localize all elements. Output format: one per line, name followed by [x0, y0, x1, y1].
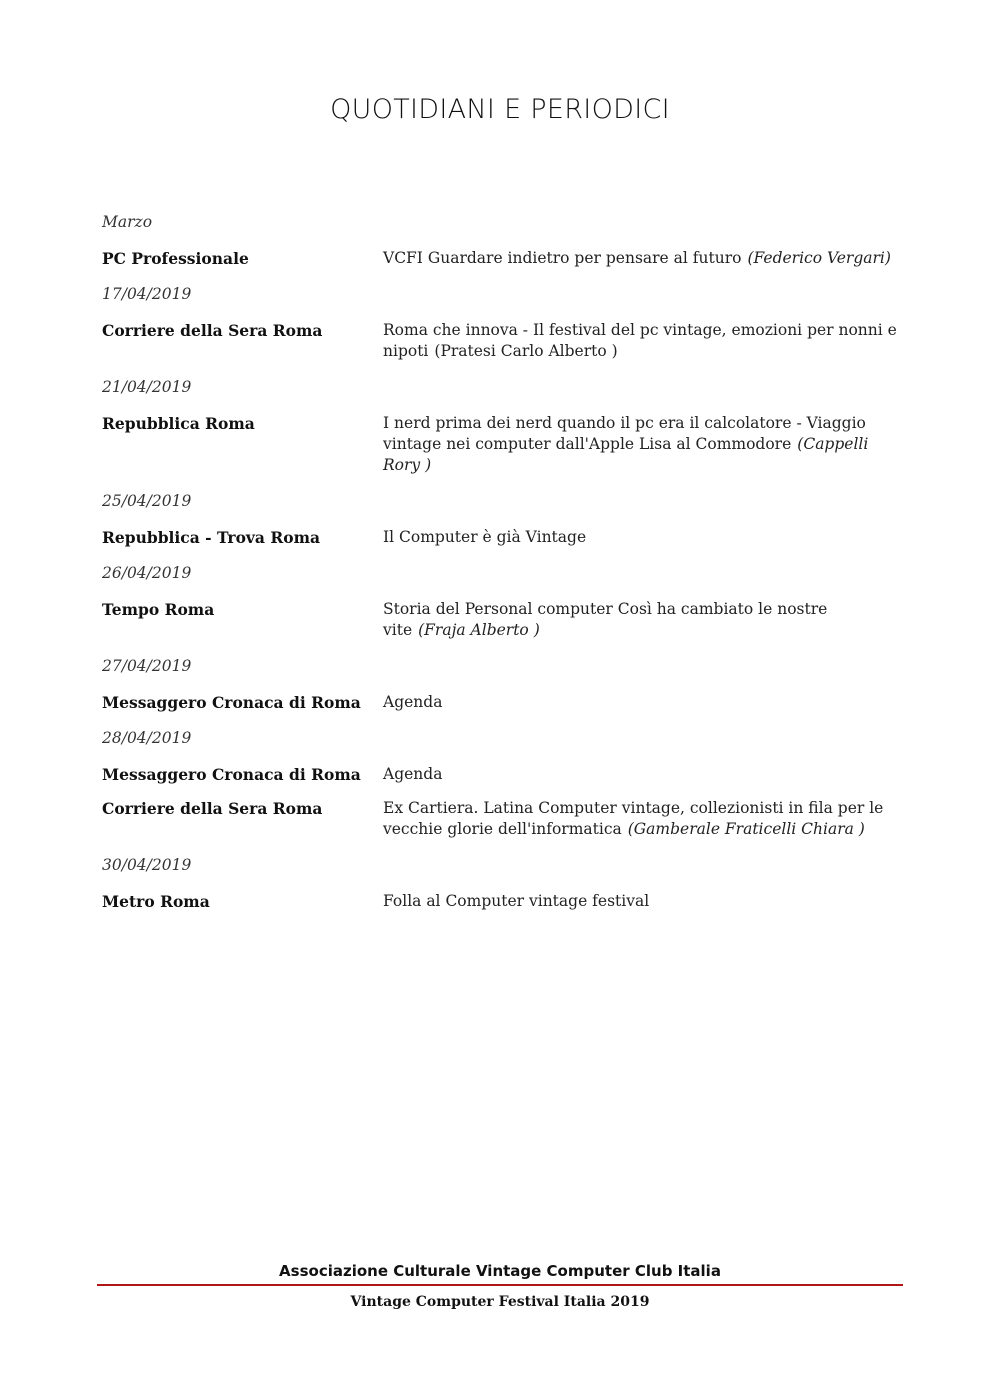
publication-name: Corriere della Sera Roma	[102, 321, 323, 340]
article-author: (Cappelli Rory )	[383, 435, 869, 474]
footer-organization: Associazione Culturale Vintage Computer Club Italia	[279, 1262, 721, 1280]
date-heading: 30/04/2019	[102, 856, 192, 874]
press-entry	[102, 692, 902, 713]
article-headline-cell	[383, 692, 902, 713]
article-headline-cell	[383, 413, 902, 476]
article-headline-cell	[383, 798, 902, 840]
footer-divider	[97, 1284, 903, 1286]
press-entry	[102, 599, 902, 641]
date-heading: 17/04/2019	[102, 285, 192, 303]
press-entry	[102, 248, 902, 269]
date-heading: 26/04/2019	[102, 564, 192, 582]
article-title: Agenda	[383, 693, 443, 711]
article-headline-cell	[383, 320, 902, 362]
press-entry	[102, 413, 902, 476]
press-entry	[102, 527, 902, 548]
date-heading: Marzo	[102, 213, 153, 231]
article-headline-cell	[383, 764, 902, 785]
footer-event: Vintage Computer Festival Italia 2019	[350, 1294, 650, 1310]
article-title: Agenda	[383, 765, 443, 783]
press-entry	[102, 320, 902, 362]
article-title: I nerd prima dei nerd quando il pc era il calcolatore - Viaggio vintage nei computer dall'Apple Lisa al Commodore	[383, 414, 866, 453]
article-author: (Federico Vergari)	[747, 249, 891, 267]
publication-name: Messaggero Cronaca di Roma	[102, 693, 361, 712]
article-author: (Pratesi Carlo Alberto )	[434, 342, 618, 360]
article-headline-cell	[383, 891, 902, 912]
publication-name: PC Professionale	[102, 249, 249, 268]
publication-name: Metro Roma	[102, 892, 210, 911]
press-entry	[102, 764, 902, 785]
article-title: Il Computer è già Vintage	[383, 528, 587, 546]
article-title: Folla al Computer vintage festival	[383, 892, 650, 910]
publication-name: Repubblica - Trova Roma	[102, 528, 321, 547]
page-title: QUOTIDIANI E PERIODICI	[330, 94, 670, 125]
press-list	[102, 210, 902, 925]
article-headline-cell	[383, 599, 902, 641]
date-heading: 21/04/2019	[102, 378, 192, 396]
publication-name: Corriere della Sera Roma	[102, 799, 323, 818]
publication-name: Tempo Roma	[102, 600, 215, 619]
article-title: Roma che innova - Il festival del pc vintage, emozioni per nonni e nipoti	[383, 321, 897, 360]
article-author: (Gamberale Fraticelli Chiara )	[627, 820, 865, 838]
article-headline-cell	[383, 527, 902, 548]
publication-name: Repubblica Roma	[102, 414, 255, 433]
date-heading: 28/04/2019	[102, 729, 192, 747]
article-headline-cell	[383, 248, 902, 269]
date-heading: 27/04/2019	[102, 657, 192, 675]
article-title: VCFI Guardare indietro per pensare al futuro	[383, 249, 742, 267]
article-title: Ex Cartiera. Latina Computer vintage, collezionisti in fila per le vecchie glorie dell'informatica	[383, 799, 884, 838]
press-entry	[102, 891, 902, 912]
date-heading: 25/04/2019	[102, 492, 192, 510]
article-author: (Fraja Alberto )	[418, 621, 540, 639]
publication-name: Messaggero Cronaca di Roma	[102, 765, 361, 784]
press-entry	[102, 798, 902, 840]
article-title: Storia del Personal computer Così ha cambiato le nostre vite	[383, 600, 828, 639]
